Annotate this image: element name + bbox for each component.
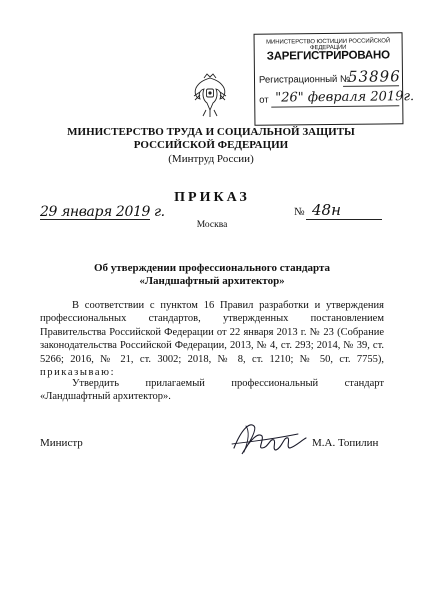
order-date: 29 января 2019 г.: [40, 204, 165, 220]
stamp-title: ЗАРЕГИСТРИРОВАНО: [266, 49, 390, 63]
stamp-reg-label: Регистрационный №: [258, 73, 351, 86]
body-paragraph-2: Утвердить прилагаемый профессиональный стандарт «Ландшафтный архитектор».: [40, 378, 384, 403]
ministry-line-2: РОССИЙСКОЙ ФЕДЕРАЦИИ: [133, 139, 289, 151]
order-number: 48н: [312, 201, 341, 219]
stamp-ministry: МИНИСТЕРСТВО ЮСТИЦИИ РОССИЙСКОЙ ФЕДЕРАЦИИ: [266, 38, 391, 52]
order-number-label: №: [294, 206, 305, 218]
body-paragraph-1: [40, 299, 384, 379]
coat-of-arms-emblem: [190, 72, 230, 118]
stamp-reg-number: 53896: [347, 67, 401, 86]
registration-stamp: [254, 32, 415, 126]
subject-line-2: «Ландшафтный архитектор»: [139, 275, 285, 287]
subject-line-1: Об утверждении профессионального стандарта: [93, 262, 331, 274]
document-title: ПРИКАЗ: [174, 190, 250, 205]
signatory-position: Министр: [40, 437, 83, 449]
ministry-short-name: (Минтруд России): [168, 153, 254, 165]
body-paragraph-1-text: В соответствии с пунктом 16 Правил разработки и утверждения профессиональных стандартов, утвержденных постановлением Правительства Российской Федерации от 22 января 2013 г. № 23 (Собрание законодательства Российской Федерации, 2013, № 4, ст. 293; 2014, № 39, ст. 5266; 2016, № 21, ст. 3002; 2018, № 8, ст. 1210; № 50, ст. 7755),: [40, 300, 384, 365]
stamp-divider: [271, 105, 399, 107]
stamp-divider: [343, 85, 399, 87]
signatory-name: М.А. Топилин: [312, 437, 379, 449]
ministry-line-1: МИНИСТЕРСТВО ТРУДА И СОЦИАЛЬНОЙ ЗАЩИТЫ: [67, 126, 355, 138]
stamp-date: "26" февраля 2019г.: [275, 89, 415, 106]
order-city: Москва: [196, 220, 228, 230]
ministry-name: [60, 126, 362, 152]
order-subject: [40, 262, 384, 288]
order-command: приказываю:: [40, 367, 116, 379]
stamp-date-label: от: [259, 94, 269, 106]
handwritten-signature: [228, 418, 308, 462]
